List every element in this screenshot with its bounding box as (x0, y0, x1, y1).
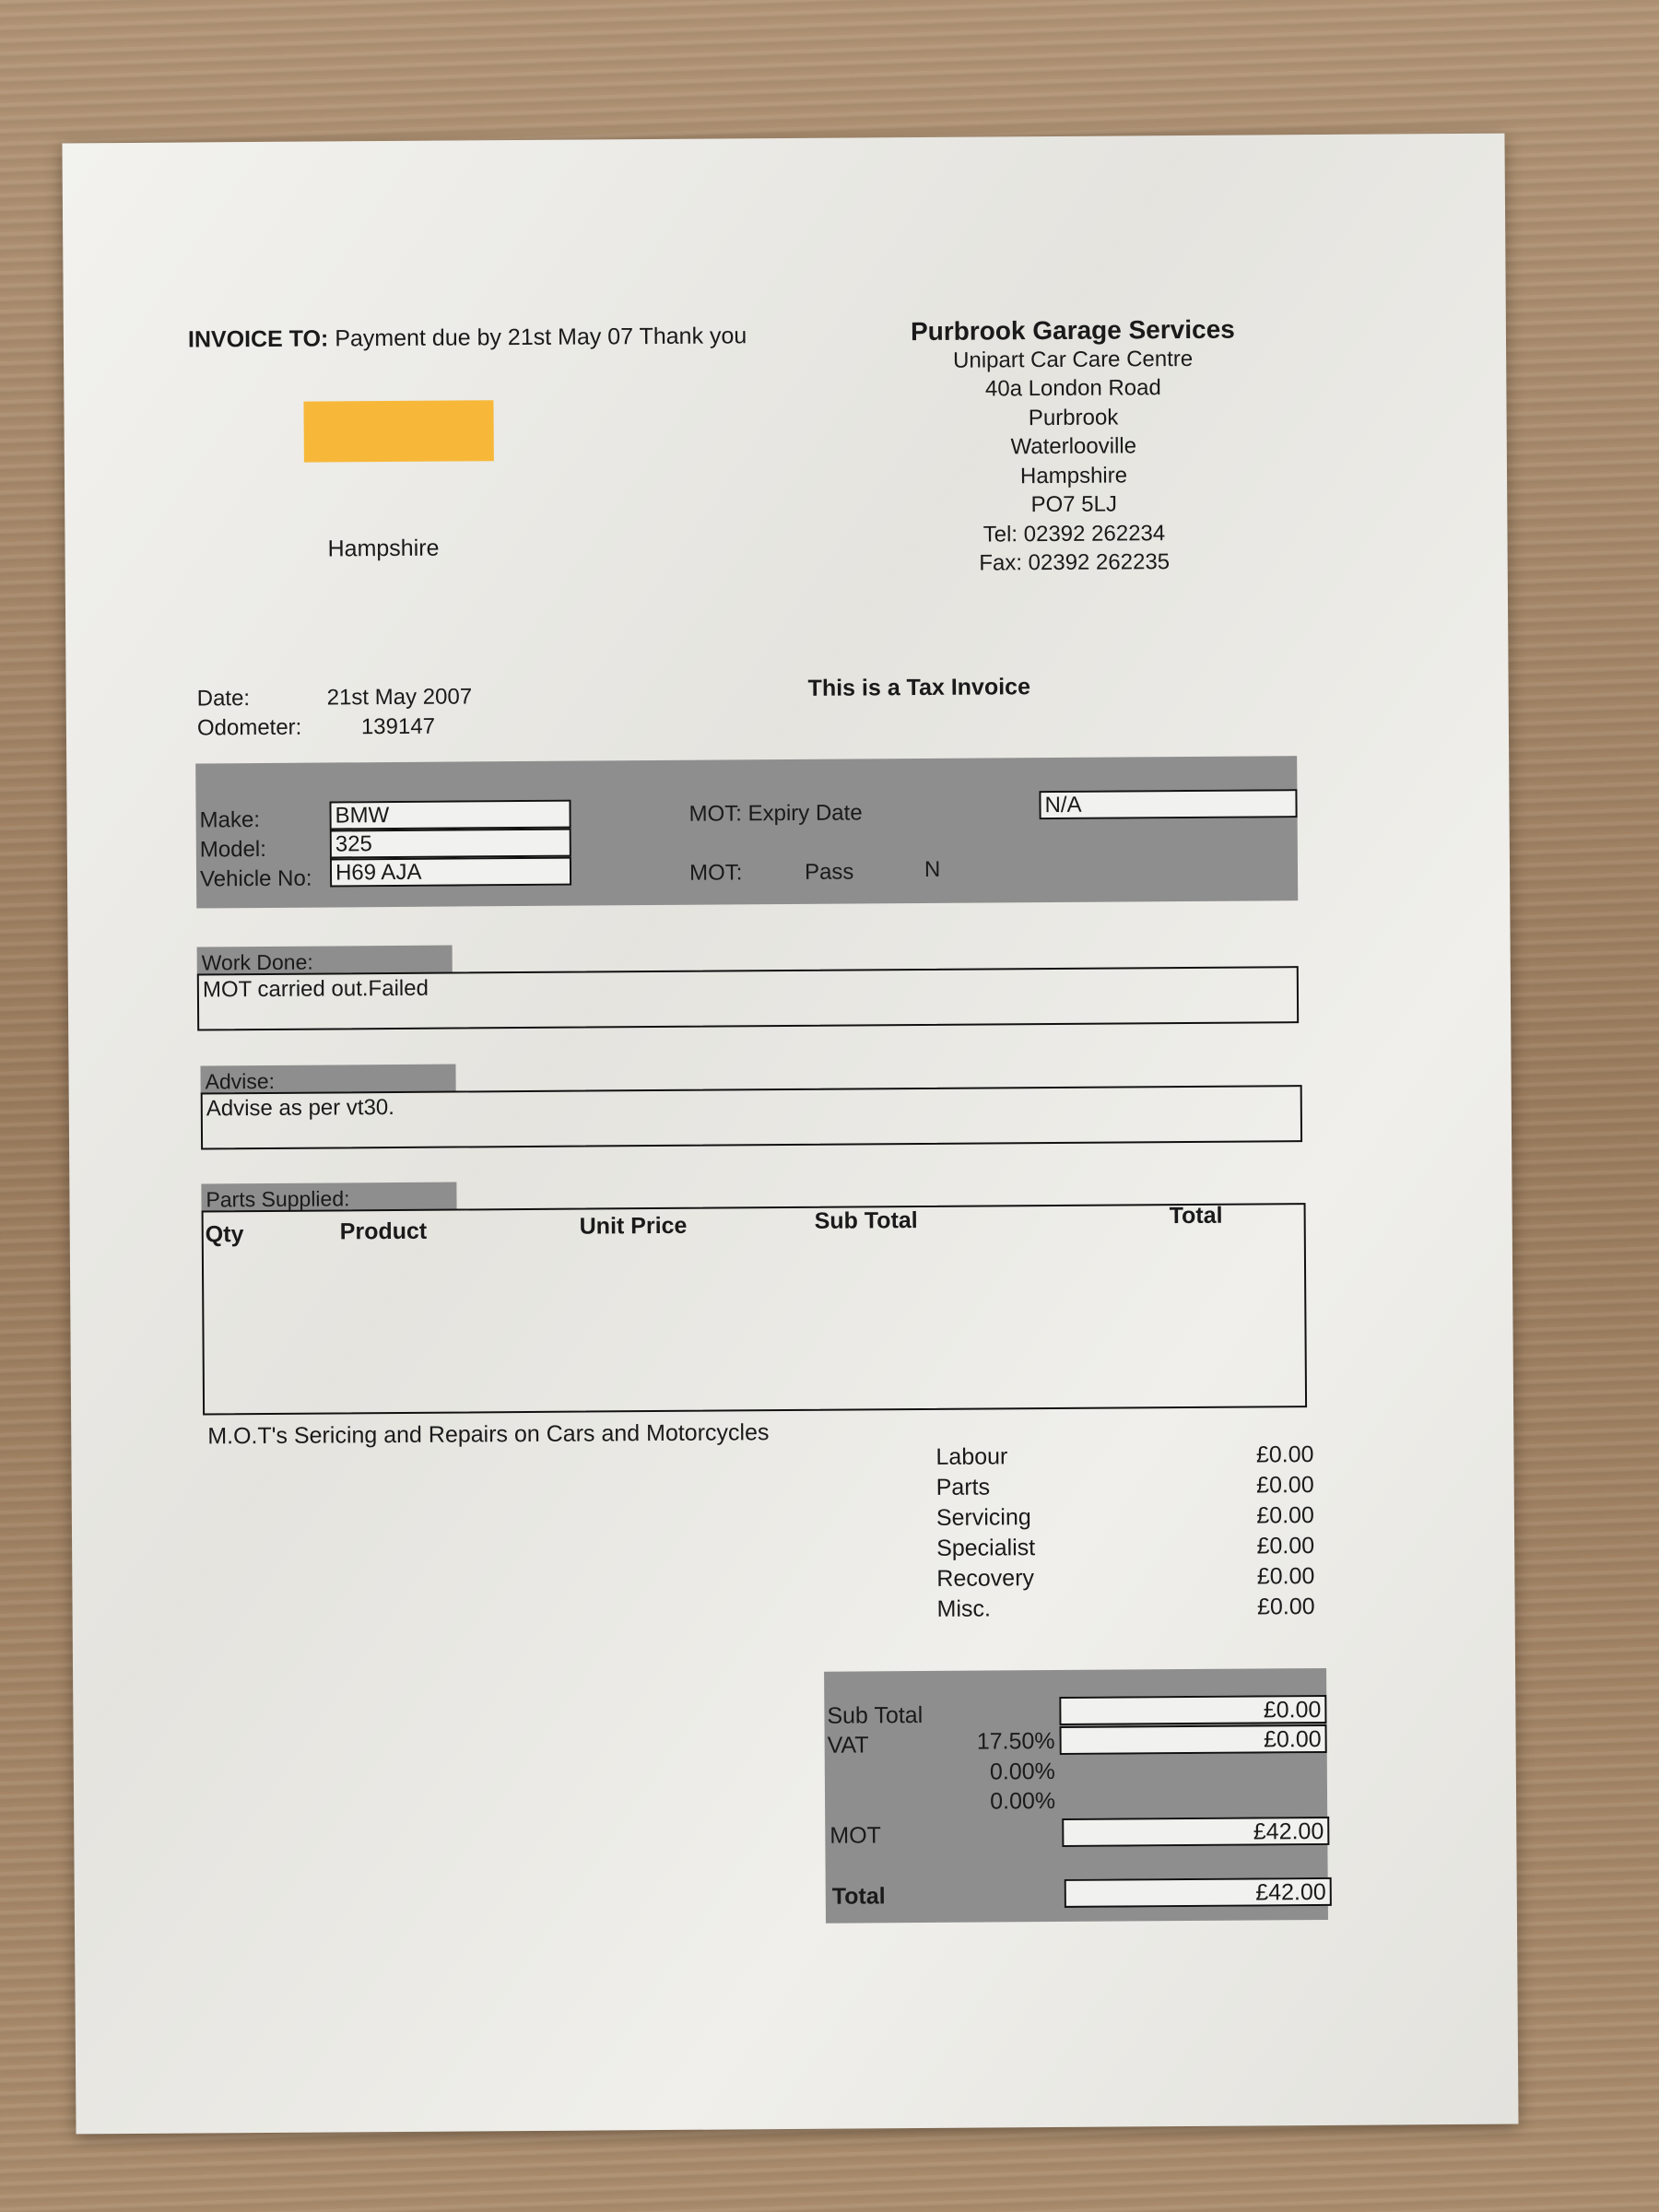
company-tel: Tel: 02392 262234 (982, 520, 1166, 547)
parts-table (202, 1203, 1308, 1415)
rate-3: 0.00% (990, 1788, 1056, 1815)
summary-row (936, 1472, 1314, 1505)
summary-row (936, 1502, 1314, 1535)
summary-label: Misc. (936, 1595, 992, 1622)
mot-pass-label: Pass (804, 859, 854, 885)
odometer-value: 139147 (360, 713, 436, 740)
invoice-to-line (188, 323, 747, 353)
company-address-line: Hampshire (1019, 462, 1128, 488)
company-address-line: Unipart Car Care Centre (952, 346, 1194, 373)
company-address-line: PO7 5LJ (1030, 491, 1118, 518)
sub-total-field: £0.00 (1059, 1695, 1326, 1725)
parts-header-total: Total (1169, 1202, 1223, 1230)
parts-header-sub-total: Sub Total (814, 1207, 918, 1234)
summary-row (937, 1594, 1315, 1627)
vehicle-band (195, 756, 1298, 908)
vat-field: £0.00 (1059, 1724, 1326, 1755)
summary-row (936, 1563, 1314, 1596)
cost-summary (935, 1441, 1314, 1627)
parts-header-qty: Qty (205, 1221, 244, 1248)
invoice-paper (62, 134, 1518, 2135)
mot-fee-field: £42.00 (1062, 1817, 1329, 1847)
totals-band (824, 1668, 1328, 1924)
invoice-to-label: INVOICE TO: (187, 325, 329, 353)
mot-label: MOT: (688, 860, 743, 886)
vehicle-no-label: Vehicle No: (199, 865, 312, 892)
parts-supplied-label: Parts Supplied: (201, 1182, 456, 1212)
grand-total-field: £42.00 (1065, 1877, 1332, 1908)
company-name: Purbrook Garage Services (910, 314, 1235, 347)
make-field: BMW (329, 800, 571, 830)
summary-value: £0.00 (1256, 1563, 1315, 1590)
work-done-label: Work Done: (197, 946, 453, 975)
company-fax: Fax: 02392 262235 (979, 549, 1171, 576)
date-value: 21st May 2007 (326, 684, 473, 711)
summary-label: Labour (935, 1443, 1008, 1470)
sub-total-label: Sub Total (827, 1702, 924, 1729)
vat-rate: 17.50% (976, 1728, 1055, 1755)
redacted-customer-name (303, 400, 493, 462)
summary-label: Servicing (935, 1504, 1031, 1531)
customer-county: Hampshire (327, 535, 440, 562)
parts-header-product: Product (339, 1218, 428, 1245)
mot-expiry-label: MOT: Expiry Date (688, 800, 863, 827)
summary-row (935, 1441, 1313, 1475)
summary-row (936, 1533, 1314, 1566)
summary-value: £0.00 (1256, 1533, 1315, 1559)
odometer-label: Odometer: (196, 714, 302, 741)
summary-label: Recovery (936, 1565, 1035, 1592)
model-label: Model: (199, 836, 266, 863)
vehicle-no-field: H69 AJA (330, 857, 571, 888)
vat-label: VAT (827, 1732, 869, 1759)
summary-value: £0.00 (1256, 1502, 1315, 1529)
grand-total-label: Total (831, 1883, 886, 1910)
company-address-line: 40a London Road (984, 375, 1161, 402)
mot-expiry-field: N/A (1039, 789, 1297, 819)
model-field: 325 (330, 829, 571, 859)
company-address-line: Waterlooville (1010, 433, 1137, 460)
date-label: Date: (196, 686, 251, 712)
rate-2: 0.00% (989, 1759, 1055, 1785)
advise-box: Advise as per vt30. (201, 1085, 1302, 1149)
summary-value: £0.00 (1256, 1472, 1314, 1499)
parts-header-unit-price: Unit Price (579, 1212, 688, 1240)
work-done-box: MOT carried out.Failed (197, 966, 1299, 1030)
mot-pass-value: N (924, 856, 941, 882)
tax-invoice-heading: This is a Tax Invoice (807, 674, 1031, 701)
summary-value: £0.00 (1256, 1594, 1315, 1620)
mot-fee-label: MOT (830, 1822, 881, 1849)
summary-label: Parts (935, 1474, 991, 1500)
payment-note: Payment due by 21st May 07 Thank you (335, 323, 747, 352)
summary-label: Specialist (936, 1535, 1036, 1561)
company-address-block (833, 314, 1314, 579)
company-address-line: Purbrook (1028, 404, 1119, 430)
advise-label: Advise: (200, 1065, 455, 1094)
summary-value: £0.00 (1255, 1441, 1314, 1468)
make-label: Make: (199, 807, 261, 833)
footer-services-note: M.O.T's Sericing and Repairs on Cars and Motorcycles (207, 1419, 770, 1450)
